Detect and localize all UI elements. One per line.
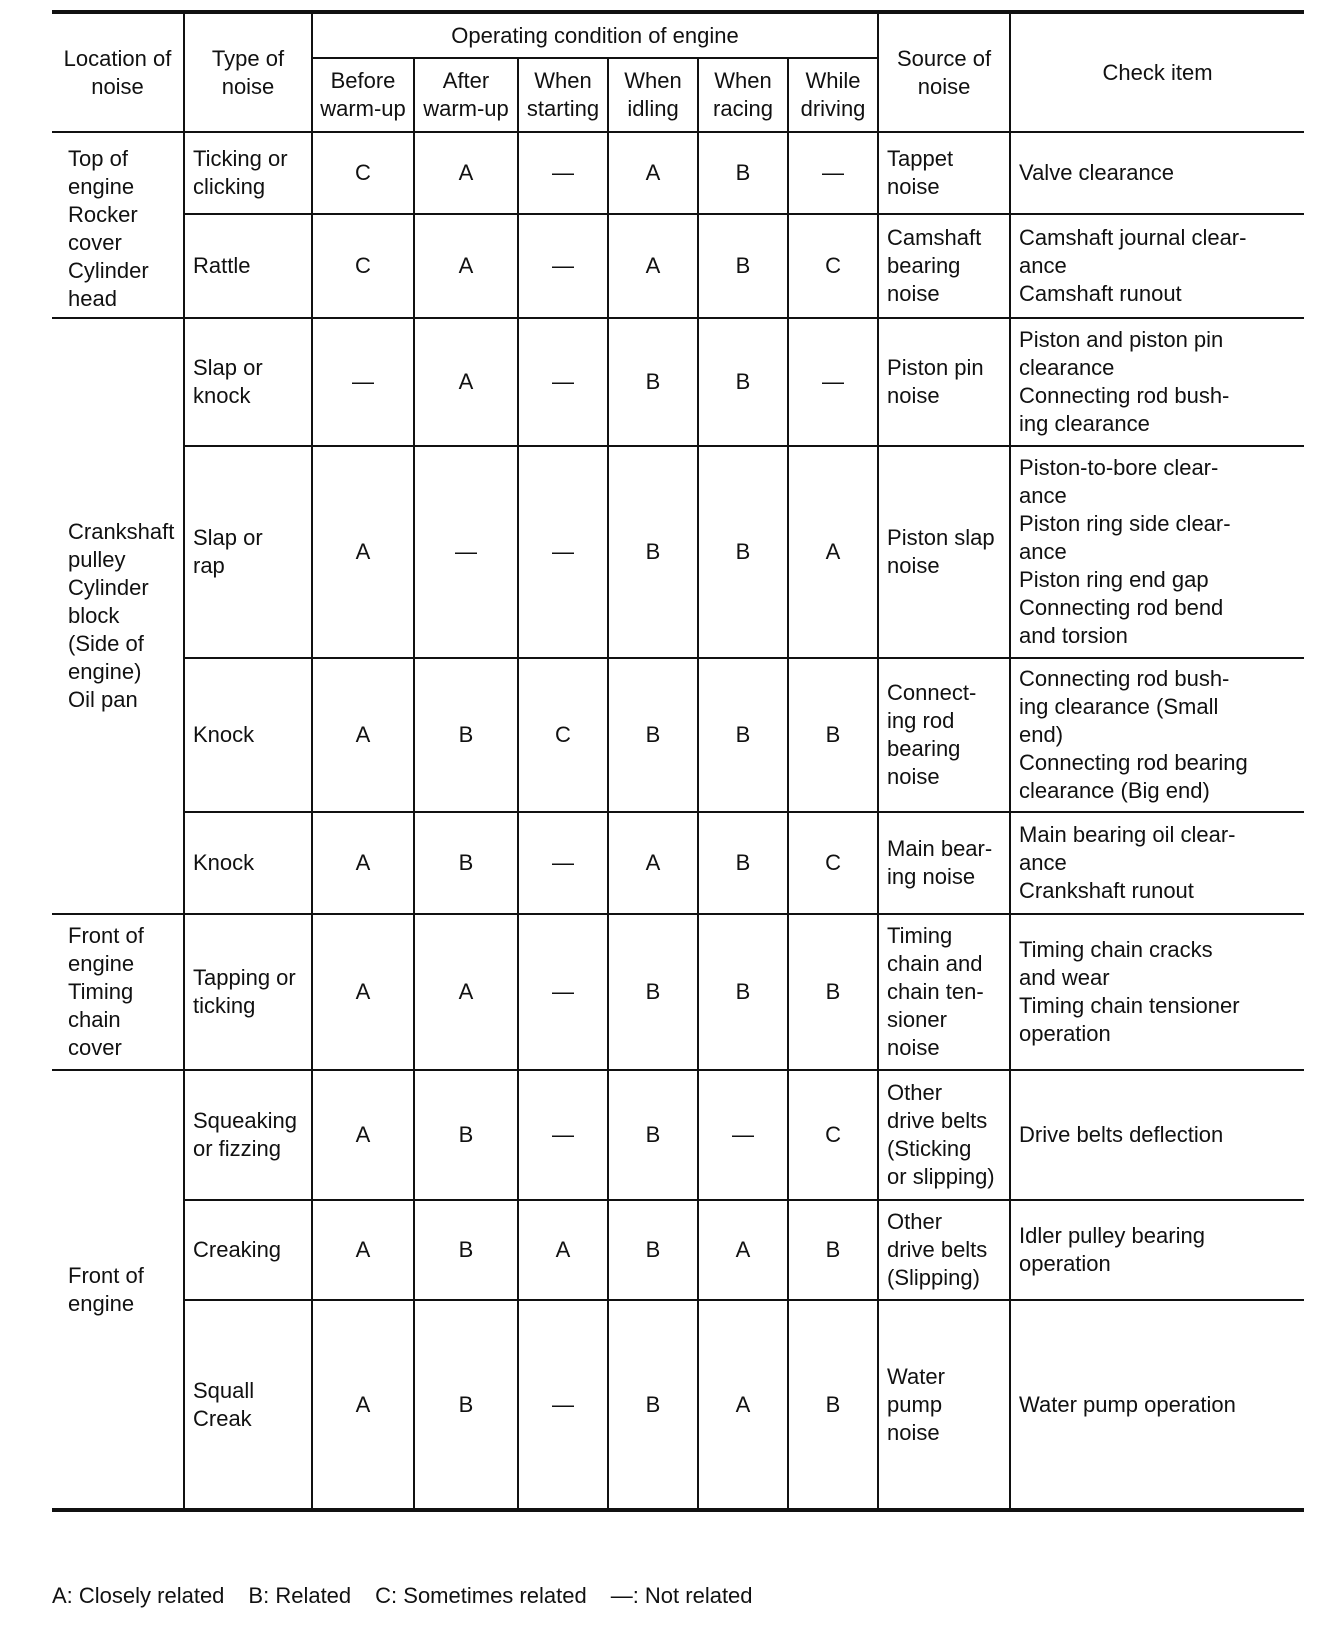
condition-value-cell: B [608,318,698,446]
condition-value-cell: B [698,812,788,914]
noise-type-cell: Knock [184,658,312,812]
noise-type-cell: Squall Creak [184,1300,312,1510]
condition-value-cell: A [312,1070,414,1200]
check-item-cell: Valve clearance [1010,132,1304,214]
condition-value-cell: A [312,812,414,914]
source-header: Source of noise [878,12,1010,132]
condition-value-cell: A [608,214,698,318]
condition-value-cell: B [698,914,788,1070]
noise-type-cell: Creaking [184,1200,312,1300]
condition-value-cell: A [312,658,414,812]
condition-value-cell: A [312,1200,414,1300]
location-header: Location of noise [52,12,184,132]
noise-source-cell: Main bear- ing noise [878,812,1010,914]
condition-value-cell: A [414,132,518,214]
condition-value-cell: A [414,914,518,1070]
table-row [52,214,1304,318]
check-item-cell: Piston and piston pin clearance Connecting rod bush- ing clearance [1010,318,1304,446]
table-row [52,1200,1304,1300]
condition-value-cell: A [608,812,698,914]
table-row [52,446,1304,658]
condition-value-cell: — [518,132,608,214]
condition-value-cell: B [608,914,698,1070]
noise-source-cell: Tappet noise [878,132,1010,214]
condition-value-cell: B [608,658,698,812]
type-header: Type of noise [184,12,312,132]
condition-value-cell: A [312,914,414,1070]
legend-item: C: Sometimes related [375,1583,587,1608]
legend-item: A: Closely related [52,1583,225,1608]
table-row [52,1070,1304,1200]
noise-type-cell: Ticking or clicking [184,132,312,214]
noise-source-cell: Piston slap noise [878,446,1010,658]
condition-value-cell: B [414,1200,518,1300]
condition-value-cell: C [788,812,878,914]
condition-value-cell: B [788,914,878,1070]
check-item-cell: Water pump operation [1010,1300,1304,1510]
condition-value-cell: B [788,658,878,812]
check-item-header: Check item [1010,12,1304,132]
condition-value-cell: A [518,1200,608,1300]
location-cell: Front of engine [52,1070,184,1510]
condition-value-cell: — [312,318,414,446]
check-item-cell: Main bearing oil clear- ance Crankshaft runout [1010,812,1304,914]
noise-type-cell: Knock [184,812,312,914]
operating-condition-header: Operating condition of engine [312,12,878,58]
condition-header: While driving [788,58,878,132]
condition-header: Before warm-up [312,58,414,132]
condition-value-cell: A [312,446,414,658]
condition-value-cell: — [518,1300,608,1510]
condition-value-cell: — [788,318,878,446]
noise-source-cell: Connect- ing rod bearing noise [878,658,1010,812]
noise-source-cell: Other drive belts (Sticking or slipping) [878,1070,1010,1200]
noise-source-cell: Camshaft bearing noise [878,214,1010,318]
table-row [52,812,1304,914]
header-row-1 [52,12,1304,58]
check-item-cell: Connecting rod bush- ing clearance (Small end) Connecting rod bearing clearance (Big end) [1010,658,1304,812]
noise-type-cell: Slap or knock [184,318,312,446]
condition-value-cell: — [698,1070,788,1200]
condition-value-cell: B [788,1200,878,1300]
condition-value-cell: — [518,318,608,446]
location-cell: Top of engine Rocker cover Cylinder head [52,132,184,318]
location-cell: Front of engine Timing chain cover [52,914,184,1070]
condition-value-cell: B [698,446,788,658]
table-row [52,318,1304,446]
condition-value-cell: B [414,1070,518,1200]
condition-value-cell: — [518,812,608,914]
condition-value-cell: A [312,1300,414,1510]
table-row [52,658,1304,812]
condition-value-cell: B [788,1300,878,1510]
condition-value-cell: C [788,1070,878,1200]
condition-header: After warm-up [414,58,518,132]
condition-value-cell: B [698,132,788,214]
table-row [52,132,1304,214]
condition-value-cell: C [788,214,878,318]
condition-header: When starting [518,58,608,132]
condition-value-cell: A [788,446,878,658]
check-item-cell: Drive belts deflection [1010,1070,1304,1200]
check-item-cell: Camshaft journal clear- ance Camshaft runout [1010,214,1304,318]
condition-value-cell: B [414,812,518,914]
noise-type-cell: Squeaking or fizzing [184,1070,312,1200]
table-row [52,914,1304,1070]
condition-value-cell: C [312,132,414,214]
condition-header: When racing [698,58,788,132]
condition-value-cell: A [698,1200,788,1300]
condition-value-cell: — [518,914,608,1070]
condition-value-cell: A [414,214,518,318]
condition-header: When idling [608,58,698,132]
table-row [52,1300,1304,1510]
condition-value-cell: — [518,214,608,318]
legend-item: —: Not related [610,1583,753,1608]
condition-value-cell: — [518,446,608,658]
legend-item: B: Related [248,1583,352,1608]
location-cell: Crankshaft pulley Cylinder block (Side of engine) Oil pan [52,318,184,914]
condition-value-cell: C [312,214,414,318]
noise-source-cell: Other drive belts (Slipping) [878,1200,1010,1300]
noise-source-cell: Water pump noise [878,1300,1010,1510]
condition-value-cell: B [414,658,518,812]
noise-source-cell: Piston pin noise [878,318,1010,446]
condition-value-cell: B [698,658,788,812]
legend [52,1582,777,1610]
condition-value-cell: A [698,1300,788,1510]
condition-value-cell: — [414,446,518,658]
condition-value-cell: — [788,132,878,214]
condition-value-cell: B [608,1070,698,1200]
check-item-cell: Piston-to-bore clear- ance Piston ring side clear- ance Piston ring end gap Connecting rod bend and torsion [1010,446,1304,658]
engine-noise-table [52,10,1304,1512]
noise-source-cell: Timing chain and chain ten- sioner noise [878,914,1010,1070]
noise-type-cell: Slap or rap [184,446,312,658]
condition-value-cell: B [608,1300,698,1510]
condition-value-cell: C [518,658,608,812]
check-item-cell: Idler pulley bearing operation [1010,1200,1304,1300]
condition-value-cell: B [698,318,788,446]
condition-value-cell: B [608,1200,698,1300]
condition-value-cell: A [608,132,698,214]
table-body [52,132,1304,1510]
condition-value-cell: B [698,214,788,318]
condition-value-cell: — [518,1070,608,1200]
condition-value-cell: A [414,318,518,446]
check-item-cell: Timing chain cracks and wear Timing chain tensioner operation [1010,914,1304,1070]
noise-type-cell: Tapping or ticking [184,914,312,1070]
condition-value-cell: B [414,1300,518,1510]
noise-type-cell: Rattle [184,214,312,318]
condition-value-cell: B [608,446,698,658]
